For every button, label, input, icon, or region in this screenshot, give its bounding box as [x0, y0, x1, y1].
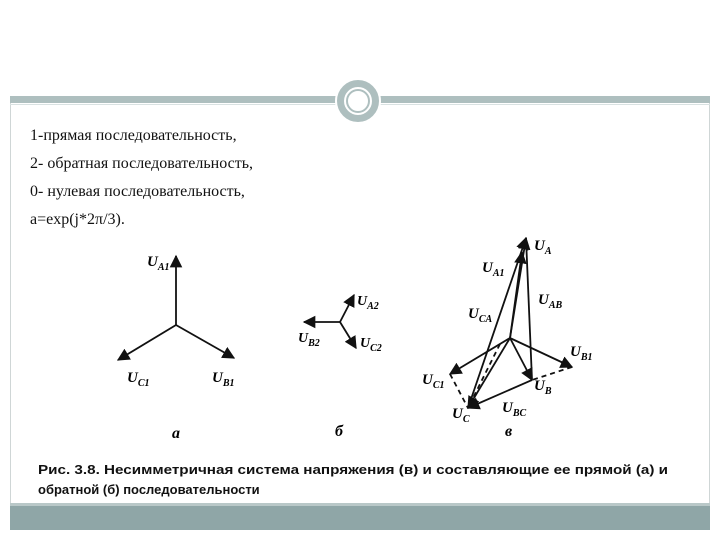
text-line-negative: 2- обратная последовательность,	[30, 155, 254, 172]
panel-v-unbalanced-system	[450, 238, 572, 408]
label-uab: $U_{AB}$	[538, 292, 563, 311]
figure-caption-line-2: обратной (б) последовательности	[38, 482, 260, 497]
figure-caption-line-1: Рис. 3.8. Несимметричная система напряжения (в) и составляющие ее прямой (а) и	[38, 462, 668, 477]
label-uc: $U_C$	[452, 406, 470, 425]
vector-uc2	[340, 322, 356, 348]
vector-uc1	[118, 325, 176, 360]
label-ub2: $U_{B2}$	[298, 331, 320, 349]
label-uc1-v: $U_{C1}$	[422, 372, 445, 391]
phasor-diagram-svg	[22, 230, 697, 510]
label-ub1-v: $U_{B1}$	[570, 344, 593, 363]
vector-ub	[510, 338, 532, 380]
vector-ubc	[468, 380, 532, 408]
side-ab	[526, 238, 532, 380]
vector-uca	[468, 238, 526, 408]
divider-ornament-core	[346, 89, 370, 113]
text-line-positive: 1-прямая последовательность,	[30, 127, 237, 144]
panel-b-letter: б	[335, 423, 343, 440]
phasor-figure	[22, 230, 697, 510]
label-uca: $U_{CA}$	[468, 306, 493, 325]
vector-uc1-v	[450, 338, 510, 374]
panel-v-letter: в	[505, 423, 513, 440]
vector-ub1-v	[510, 338, 572, 367]
vector-ub1	[176, 325, 234, 358]
label-ub: $U_B$	[534, 378, 552, 397]
footer-bar	[10, 506, 710, 530]
text-line-zero: 0- нулевая последовательность,	[30, 183, 245, 200]
label-ub1: $U_{B1}$	[212, 370, 235, 389]
vector-ua2	[340, 295, 354, 322]
label-ua1-v: $U_{A1}$	[482, 260, 505, 279]
slide-body-text	[30, 122, 530, 234]
dashed-c-link	[450, 374, 468, 408]
label-uc1: $U_{C1}$	[127, 370, 150, 389]
panel-a-letter: а	[172, 425, 180, 442]
panel-a-positive-sequence	[118, 256, 234, 360]
label-ua: $U_A$	[534, 238, 552, 257]
label-ubc: $U_{BC}$	[502, 400, 527, 419]
label-ua1: $U_{A1}$	[147, 254, 170, 273]
label-uc2: $U_{C2}$	[360, 336, 382, 354]
label-ua2: $U_{A2}$	[357, 294, 379, 312]
text-line-operator: a=exp(j*2π/3).	[30, 211, 125, 228]
